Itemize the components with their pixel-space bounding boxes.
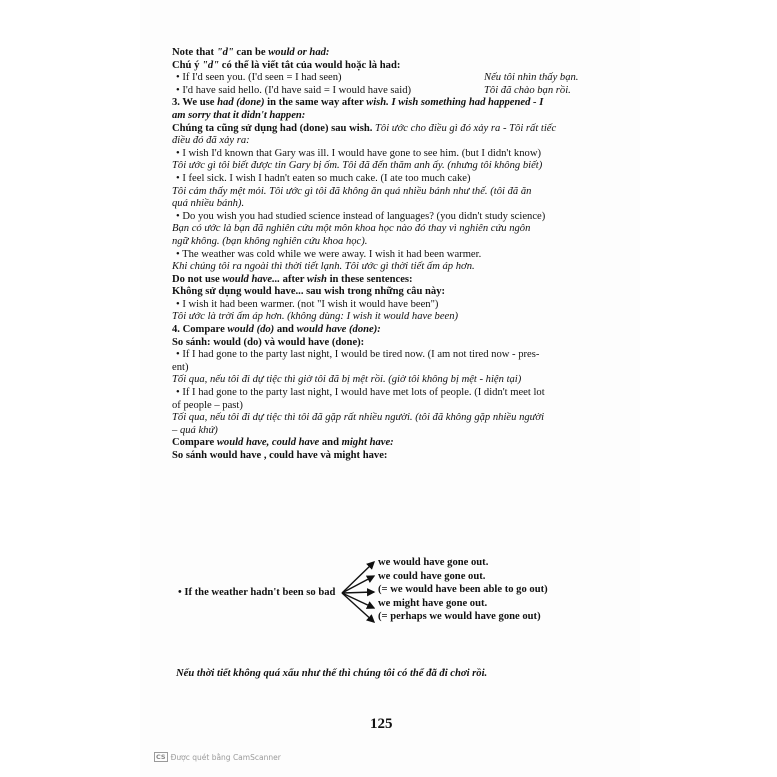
text-run: Chú ý [172,59,203,71]
comparison-diagram [178,556,598,632]
text-run: of people – past) [172,399,243,411]
text-line [172,274,592,287]
text-line [172,135,592,148]
text-run: Tôi cảm thấy mệt mỏi. Tôi ước gì tôi đã không ăn quá nhiều bánh như thế. (tôi đã ăn [172,185,532,197]
diagram-options [378,556,548,624]
text-line [172,337,592,350]
text-line [172,249,592,262]
text-line [172,186,592,199]
text-run: Note that [172,47,217,58]
translation-line: Nếu thời tiết không quá xấu như thế thì chúng tôi có thể đã đi chơi rồi. [176,668,488,679]
diagram-option: (= perhaps we would have gone out) [378,611,541,623]
example-row [172,72,592,85]
text-line [172,236,592,249]
text-run: ngữ không. (bạn không nghiên cứu khoa học). [172,235,368,247]
text-run: wish. I wish something had happened - I [366,97,544,109]
scanner-watermark [154,752,281,762]
text-line [172,299,592,312]
text-line [172,425,592,438]
text-line [172,324,592,337]
text-line [172,198,592,211]
text-line [172,173,592,186]
text-line [172,211,592,224]
diagram-option: we might have gone out. [378,597,488,609]
example-row [172,85,592,98]
example-translation: Tôi đã chào bạn rồi. [484,84,571,96]
text-run: would have (done): [296,324,381,336]
text-run: quá nhiều bánh). [172,198,245,210]
text-run: 4. Compare [172,324,228,336]
text-run: in these sentences: [326,273,413,285]
text-run: Tôi ước gì tôi biết được tin Gary bị ốm. Tôi đã đến thăm anh ấy. (nhưng tôi không biết) [172,160,543,172]
text-run: Tối qua, nếu tôi đi dự tiệc thì tôi đã gặp rất nhiều người. (tôi đã không gặp nhiều người [172,412,545,424]
text-run: So sánh: would (do) và would have (done): [172,336,365,348]
text-run: • I feel sick. I wish I hadn't eaten so much cake. (I ate too much cake) [176,172,471,184]
text-line [172,349,592,362]
text-line [172,60,592,73]
text-run: • If I had gone to the party last night, I would have met lots of people. (I didn't meet lot [176,387,545,399]
text-run: • Do you wish you had studied science instead of languages? (you didn't study science) [176,210,546,222]
text-run: would (do) [227,324,275,336]
text-line [172,286,592,299]
text-line [172,160,592,173]
diagram-option: (= we would have been able to go out) [378,584,548,596]
text-run: am sorry that it didn't happen: [172,109,306,121]
text-line [172,223,592,236]
watermark-text: Được quét bằng CamScanner [170,752,281,762]
text-run: would or had: [268,47,330,58]
text-run: • The weather was cold while we were away. I wish it had been warmer. [176,248,482,260]
text-line [172,47,592,60]
text-line [172,311,592,324]
camscanner-logo-icon: CS [156,753,166,761]
text-run: would have, could have [216,437,320,449]
text-run: Tôi ước cho điều gì đó xảy ra - Tôi rất tiếc [375,122,557,134]
text-run: "d" [216,47,234,58]
page-body-text [172,47,592,463]
text-run: Bạn có ước là bạn đã nghiên cứu một môn khoa học nào đó thay vì nghiên cứu ngôn [172,223,531,235]
text-line [172,374,592,387]
text-line [172,261,592,274]
text-line [172,110,592,123]
text-run: Chúng ta cũng sử dụng had (done) sau wish. [172,122,376,134]
text-run: có thể là viết tắt của would hoặc là had: [219,59,401,71]
text-run: and [319,437,342,449]
text-run: • I wish it had been warmer. (not "I wish it would have been") [176,298,439,310]
diagram-option: we would have gone out. [378,557,489,568]
example-sentence: • If I'd seen you. (I'd seen = I had seen) [176,72,342,84]
text-run: Do not use [172,273,223,285]
text-run: had (done) [217,97,265,109]
text-run: wish [306,273,327,285]
text-run: in the same way after [264,97,367,109]
text-run: and [274,324,297,336]
text-line [172,148,592,161]
text-line [172,450,592,463]
text-line [172,437,592,450]
text-line [172,123,592,136]
text-line [172,387,592,400]
text-line [172,97,592,110]
text-run: can be [233,47,269,58]
diagram-option: we could have gone out. [378,570,486,582]
text-run: ent) [172,361,189,373]
example-translation: Nếu tôi nhìn thấy bạn. [484,72,579,84]
branching-arrows-icon [338,556,380,632]
text-run: would have... [222,273,281,285]
text-run: Không sử dụng would have... sau wish trong những câu này: [172,286,446,298]
text-run: Compare [172,437,217,449]
example-sentence: • I'd have said hello. (I'd have said = I would have said) [176,84,412,96]
text-line [172,412,592,425]
diagram-lead-clause: • If the weather hadn't been so bad [178,587,336,598]
text-run: So sánh would have , could have và might have: [172,450,388,461]
page-number: 125 [370,716,393,732]
text-run: 3. We use [172,97,218,109]
text-run: – quá khứ) [172,424,218,436]
text-line [172,400,592,413]
text-run: Tôi ước là trời ấm áp hơn. (không dùng: I wish it would have been) [172,311,459,323]
text-run: after [280,273,307,285]
text-run: điều đó đã xảy ra: [172,135,250,147]
text-run: • If I had gone to the party last night, I would be tired now. (I am not tired now - pres- [176,349,540,361]
text-run: Khi chúng tôi ra ngoài thì thời tiết lạnh. Tôi ước gì thời tiết ấm áp hơn. [172,261,475,273]
text-run: might have: [341,437,394,449]
text-run: "d" [202,59,220,71]
text-run: Tối qua, nếu tôi đi dự tiệc thì giờ tôi đã bị mệt rồi. (giờ tôi không bị mệt - hiện tại) [172,374,522,386]
text-run: • I wish I'd known that Gary was ill. I would have gone to see him. (but I didn't know) [176,147,542,159]
text-line [172,362,592,375]
